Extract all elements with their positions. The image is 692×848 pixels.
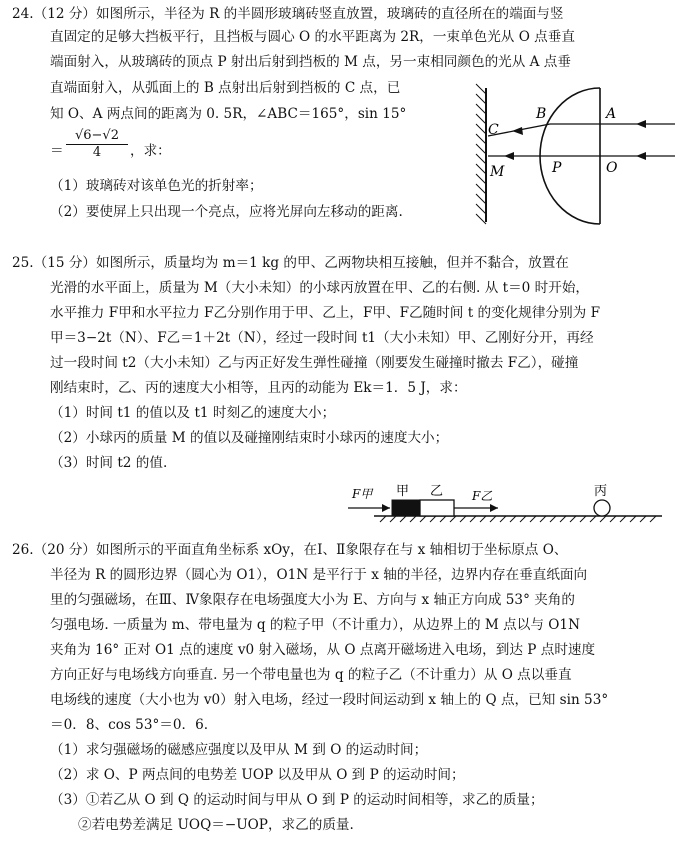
q24-sub-2: （2）要使屏上只出现一个亮点，应将光屏向左移动的距离. — [50, 204, 403, 220]
fraction-numerator: √6−√2 — [66, 128, 128, 145]
q24-points: （12 分） — [33, 6, 97, 22]
q25-number: 25. — [12, 255, 34, 271]
q24-line-1: 如图所示，半径为 R 的半圆形玻璃砖竖直放置，玻璃砖的直径所在的端面与竖 — [96, 6, 564, 22]
q24-optics-figure — [460, 80, 682, 230]
label-yi: 乙 — [430, 484, 444, 499]
q25-sub-3: （3）时间 t2 的值. — [50, 455, 168, 471]
q26-points: （20 分） — [33, 542, 97, 558]
block-jia — [392, 500, 420, 516]
q25-line-2: 光滑的水平面上，质量为 M（大小未知）的小球丙放置在甲、乙的右侧. 从 t＝0 时开始， — [50, 280, 590, 296]
label-B: B — [536, 106, 547, 122]
q24-number: 24. — [12, 6, 34, 22]
block-yi — [420, 500, 454, 516]
label-jia: 甲 — [396, 484, 410, 499]
q26-line-4: 匀强电场. 一质量为 m、带电量为 q 的粒子甲（不计重力），从边界上的 M 点以与 O1N — [50, 617, 580, 633]
q24-line-4: 直端面射入，从弧面上的 B 点射出后射到挡板的 C 点，已 — [50, 80, 401, 96]
q24-line-5: 知 O、A 两点间的距离为 0. 5R，∠ABC＝165°，sin 15° — [50, 106, 407, 122]
q25-sub-2: （2）小球丙的质量 M 的值以及碰撞刚结束时小球丙的速度大小； — [50, 430, 449, 446]
q26-line-3: 里的匀强磁场，在Ⅲ、Ⅳ象限存在电场强度大小为 E、方向与 x 轴正方向成 53° 夹角的 — [50, 592, 575, 608]
q25-line-3: 水平推力 F甲和水平拉力 F乙分别作用于甲、乙上，F甲、F乙随时间 t 的变化规律分别为 F — [50, 305, 601, 321]
q24-sub-1: （1）玻璃砖对该单色光的折射率； — [50, 178, 263, 194]
q26-sub-2: （2）求 O、P 两点间的电势差 UOP 以及甲从 O 到 P 的运动时间； — [50, 767, 465, 783]
q25-first-line — [12, 253, 569, 273]
label-bing: 丙 — [594, 484, 608, 499]
q26-line-7: 电场线的速度（大小也为 v0）射入电场，经过一段时间运动到 x 轴上的 Q 点，已知 sin 53° — [50, 692, 609, 708]
q26-line-2: 半径为 R 的圆形边界（圆心为 O1），O1N 是平行于 x 轴的半径，边界内存在垂直纸面向 — [50, 567, 588, 583]
label-F-yi: F乙 — [472, 489, 493, 503]
q25-line-5: 过一段时间 t2（大小未知）乙与丙正好发生弹性碰撞（刚要发生碰撞时撤去 F乙），碰撞 — [50, 355, 579, 371]
q26-first-line — [12, 540, 567, 560]
q25-sub-1: （1）时间 t1 的值以及 t1 时刻乙的速度大小； — [50, 405, 336, 421]
label-M: M — [490, 164, 505, 180]
q25-line-6: 刚结束时，乙、丙的速度大小相等，且丙的动能为 Ek＝1．5 J，求： — [50, 380, 467, 396]
q26-line-5: 夹角为 16° 正对 O1 点的速度 v0 射入磁场，从 O 点离开磁场进入电场，到达 P 点时速度 — [50, 642, 596, 658]
q24-equals-sign: ＝ — [50, 143, 64, 159]
q26-line-6: 方向正好与电场线方向垂直. 另一个带电量也为 q 的粒子乙（不计重力）从 O 点以垂直 — [50, 667, 572, 683]
label-O: O — [606, 160, 618, 176]
q25-line-1: 如图所示，质量均为 m＝1 kg 的甲、乙两物块相互接触，但并不黏合，放置在 — [96, 255, 569, 271]
label-A: A — [606, 106, 617, 122]
q26-sub-3: （3）①若乙从 O 到 Q 的运动时间与甲从 O 到 P 的运动时间相等，求乙的质量； — [50, 792, 544, 808]
q25-line-4: 甲＝3−2t（N）、F乙＝1＋2t（N），经过一段时间 t1（大小未知）甲、乙刚好分开，再经 — [50, 330, 594, 346]
q26-line-1: 如图所示的平面直角坐标系 xOy，在Ⅰ、Ⅱ象限存在与 x 轴相切于坐标原点 O、 — [96, 542, 568, 558]
q26-sub-3b: ②若电势差满足 UOQ＝−UOP，求乙的质量. — [78, 817, 354, 833]
q24-line-2: 直固定的足够大挡板平行，且挡板与圆心 O 的水平距离为 2R，一束单色光从 O 点垂直 — [50, 29, 575, 45]
q26-line-8: ＝0．8、cos 53°＝0．6. — [50, 717, 209, 733]
label-C: C — [488, 122, 499, 138]
label-P: P — [552, 160, 562, 176]
q25-blocks-figure — [340, 482, 670, 532]
q24-line-3: 端面射入，从玻璃砖的顶点 P 射出后射到挡板的 M 点，另一束相同颜色的光从 A 点垂 — [50, 54, 571, 70]
q26-number: 26. — [12, 542, 34, 558]
label-F-jia: F甲 — [352, 487, 373, 501]
q26-sub-1: （1）求匀强磁场的磁感应强度以及甲从 M 到 O 的运动时间； — [50, 742, 428, 758]
fraction-denominator: 4 — [92, 145, 102, 160]
q24-ask: ，求： — [130, 143, 171, 159]
q25-points: （15 分） — [33, 255, 97, 271]
q24-sin15-fraction — [66, 128, 128, 161]
ball-bing — [594, 500, 610, 516]
q24-first-line — [12, 4, 564, 24]
